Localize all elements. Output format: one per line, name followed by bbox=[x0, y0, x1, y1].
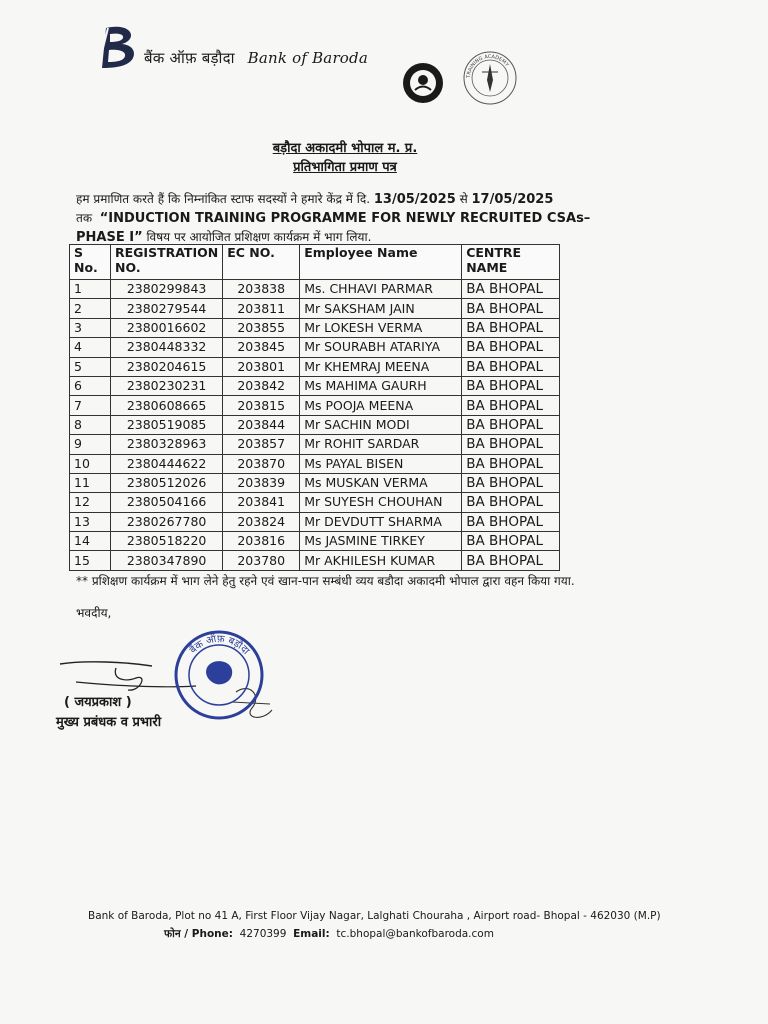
cell-employee-name: Mr SUYESH CHOUHAN bbox=[300, 493, 462, 512]
cell-sno: 15 bbox=[70, 551, 111, 570]
cell-centre: BA BHOPAL bbox=[462, 299, 560, 318]
cell-registration: 2380519085 bbox=[111, 415, 223, 434]
cell-employee-name: Mr SAKSHAM JAIN bbox=[300, 299, 462, 318]
header-sno: S No. bbox=[70, 245, 111, 280]
table-row bbox=[70, 376, 560, 395]
cell-centre: BA BHOPAL bbox=[462, 376, 560, 395]
cell-registration: 2380518220 bbox=[111, 532, 223, 551]
official-stamp-icon bbox=[172, 628, 266, 722]
academy-title: बड़ौदा अकादमी भोपाल म. प्र. bbox=[272, 141, 418, 156]
cell-registration: 2380230231 bbox=[111, 376, 223, 395]
cell-ec: 203841 bbox=[223, 493, 300, 512]
cell-ec: 203842 bbox=[223, 376, 300, 395]
cell-employee-name: Mr AKHILESH KUMAR bbox=[300, 551, 462, 570]
cell-registration: 2380299843 bbox=[111, 280, 223, 299]
intro-paragraph bbox=[76, 190, 636, 247]
table-row bbox=[70, 551, 560, 570]
cell-centre: BA BHOPAL bbox=[462, 318, 560, 337]
cell-centre: BA BHOPAL bbox=[462, 551, 560, 570]
cell-sno: 4 bbox=[70, 338, 111, 357]
cell-sno: 12 bbox=[70, 493, 111, 512]
logo-hindi-text: बैंक ऑफ़ बड़ौदा bbox=[144, 49, 235, 67]
cell-sno: 8 bbox=[70, 415, 111, 434]
cell-sno: 13 bbox=[70, 512, 111, 531]
cell-centre: BA BHOPAL bbox=[462, 532, 560, 551]
table-row bbox=[70, 338, 560, 357]
cell-employee-name: Mr DEVDUTT SHARMA bbox=[300, 512, 462, 531]
cell-ec: 203815 bbox=[223, 396, 300, 415]
cell-employee-name: Mr KHEMRAJ MEENA bbox=[300, 357, 462, 376]
header-ec: EC NO. bbox=[223, 245, 300, 280]
cell-centre: BA BHOPAL bbox=[462, 280, 560, 299]
cell-centre: BA BHOPAL bbox=[462, 454, 560, 473]
footer-contact bbox=[164, 927, 494, 941]
cell-registration: 2380444622 bbox=[111, 454, 223, 473]
cell-ec: 203801 bbox=[223, 357, 300, 376]
signatory-name: ( जयप्रकाश ) bbox=[64, 695, 132, 710]
intro-prefix: हम प्रमाणित करते हैं कि निम्नांकित स्टाफ सदस्यों ने हमारे केंद्र में दि. bbox=[76, 192, 371, 206]
cell-registration: 2380204615 bbox=[111, 357, 223, 376]
stamp-text: बैंक ऑफ़ बड़ौदा bbox=[187, 633, 252, 657]
cell-sno: 9 bbox=[70, 435, 111, 454]
cell-employee-name: Mr SOURABH ATARIYA bbox=[300, 338, 462, 357]
table-row bbox=[70, 318, 560, 337]
to-word: से bbox=[459, 192, 468, 206]
cell-centre: BA BHOPAL bbox=[462, 493, 560, 512]
cell-ec: 203780 bbox=[223, 551, 300, 570]
cell-ec: 203816 bbox=[223, 532, 300, 551]
table-row bbox=[70, 473, 560, 492]
cell-employee-name: Ms. CHHAVI PARMAR bbox=[300, 280, 462, 299]
cell-ec: 203857 bbox=[223, 435, 300, 454]
certificate-title: प्रतिभागिता प्रमाण पत्र bbox=[293, 160, 397, 175]
phone-label: फोन / Phone: bbox=[164, 928, 233, 940]
footer-address: Bank of Baroda, Plot no 41 A, First Floor Vijay Nagar, Lalghati Chouraha , Airport road- Bhopal - 462030 (M.P) bbox=[88, 910, 661, 922]
cell-registration: 2380328963 bbox=[111, 435, 223, 454]
cell-centre: BA BHOPAL bbox=[462, 435, 560, 454]
bank-logo bbox=[96, 24, 368, 72]
seal-text: TRAINING ACADEMY bbox=[465, 53, 510, 79]
table-row bbox=[70, 512, 560, 531]
cell-employee-name: Ms POOJA MEENA bbox=[300, 396, 462, 415]
cell-registration: 2380608665 bbox=[111, 396, 223, 415]
training-academy-seal-icon bbox=[462, 50, 518, 106]
cell-ec: 203855 bbox=[223, 318, 300, 337]
cell-centre: BA BHOPAL bbox=[462, 338, 560, 357]
table-row bbox=[70, 454, 560, 473]
cell-ec: 203870 bbox=[223, 454, 300, 473]
cell-registration: 2380448332 bbox=[111, 338, 223, 357]
cell-sno: 5 bbox=[70, 357, 111, 376]
header-centre: CENTRE NAME bbox=[462, 245, 560, 280]
cell-sno: 7 bbox=[70, 396, 111, 415]
cell-registration: 2380347890 bbox=[111, 551, 223, 570]
header-employee-name: Employee Name bbox=[300, 245, 462, 280]
cell-employee-name: Ms MUSKAN VERMA bbox=[300, 473, 462, 492]
cell-centre: BA BHOPAL bbox=[462, 512, 560, 531]
cell-employee-name: Ms JASMINE TIRKEY bbox=[300, 532, 462, 551]
programme-name: “INDUCTION TRAINING PROGRAMME FOR NEWLY RECRUITED CSAs– PHASE I” bbox=[76, 211, 591, 245]
cell-registration: 2380016602 bbox=[111, 318, 223, 337]
employee-table bbox=[69, 244, 560, 571]
academy-emblem-icon bbox=[402, 62, 444, 104]
cell-centre: BA BHOPAL bbox=[462, 415, 560, 434]
table-row bbox=[70, 280, 560, 299]
intro-suffix: विषय पर आयोजित प्रशिक्षण कार्यक्रम में भाग लिया. bbox=[146, 230, 372, 244]
cell-ec: 203839 bbox=[223, 473, 300, 492]
cell-registration: 2380512026 bbox=[111, 473, 223, 492]
date-from: 13/05/2025 bbox=[373, 192, 456, 207]
cell-centre: BA BHOPAL bbox=[462, 396, 560, 415]
cell-ec: 203845 bbox=[223, 338, 300, 357]
table-row bbox=[70, 357, 560, 376]
cell-employee-name: Ms PAYAL BISEN bbox=[300, 454, 462, 473]
closing-salutation: भवदीय, bbox=[76, 606, 112, 620]
cell-sno: 11 bbox=[70, 473, 111, 492]
table-row bbox=[70, 299, 560, 318]
logo-english-text: Bank of Baroda bbox=[247, 49, 368, 67]
till-word: तक bbox=[76, 211, 93, 225]
bank-of-baroda-logo-icon bbox=[96, 24, 140, 72]
cell-sno: 1 bbox=[70, 280, 111, 299]
table-row bbox=[70, 435, 560, 454]
table-row bbox=[70, 493, 560, 512]
table-row bbox=[70, 415, 560, 434]
table-header-row bbox=[70, 245, 560, 280]
cell-sno: 14 bbox=[70, 532, 111, 551]
cell-registration: 2380267780 bbox=[111, 512, 223, 531]
date-to: 17/05/2025 bbox=[471, 192, 554, 207]
cell-sno: 10 bbox=[70, 454, 111, 473]
email-address[interactable]: tc.bhopal@bankofbaroda.com bbox=[336, 928, 494, 940]
cell-registration: 2380504166 bbox=[111, 493, 223, 512]
cell-employee-name: Mr LOKESH VERMA bbox=[300, 318, 462, 337]
table-row bbox=[70, 396, 560, 415]
cell-employee-name: Mr SACHIN MODI bbox=[300, 415, 462, 434]
cell-centre: BA BHOPAL bbox=[462, 473, 560, 492]
cell-employee-name: Ms MAHIMA GAURH bbox=[300, 376, 462, 395]
phone-number: 4270399 bbox=[239, 928, 287, 940]
header-registration: REGISTRATION NO. bbox=[111, 245, 223, 280]
expense-note: ** प्रशिक्षण कार्यक्रम में भाग लेने हेतु रहने एवं खान-पान सम्बंधी व्यय बडौदा अकादमी भोपाल द्वारा वहन किया गया. bbox=[76, 574, 575, 588]
cell-ec: 203824 bbox=[223, 512, 300, 531]
cell-sno: 2 bbox=[70, 299, 111, 318]
cell-centre: BA BHOPAL bbox=[462, 357, 560, 376]
cell-sno: 6 bbox=[70, 376, 111, 395]
cell-ec: 203838 bbox=[223, 280, 300, 299]
cell-registration: 2380279544 bbox=[111, 299, 223, 318]
signatory-title: मुख्य प्रबंधक व प्रभारी bbox=[56, 715, 162, 730]
table-row bbox=[70, 532, 560, 551]
cell-employee-name: Mr ROHIT SARDAR bbox=[300, 435, 462, 454]
cell-ec: 203844 bbox=[223, 415, 300, 434]
cell-ec: 203811 bbox=[223, 299, 300, 318]
email-label: Email: bbox=[293, 928, 330, 940]
cell-sno: 3 bbox=[70, 318, 111, 337]
